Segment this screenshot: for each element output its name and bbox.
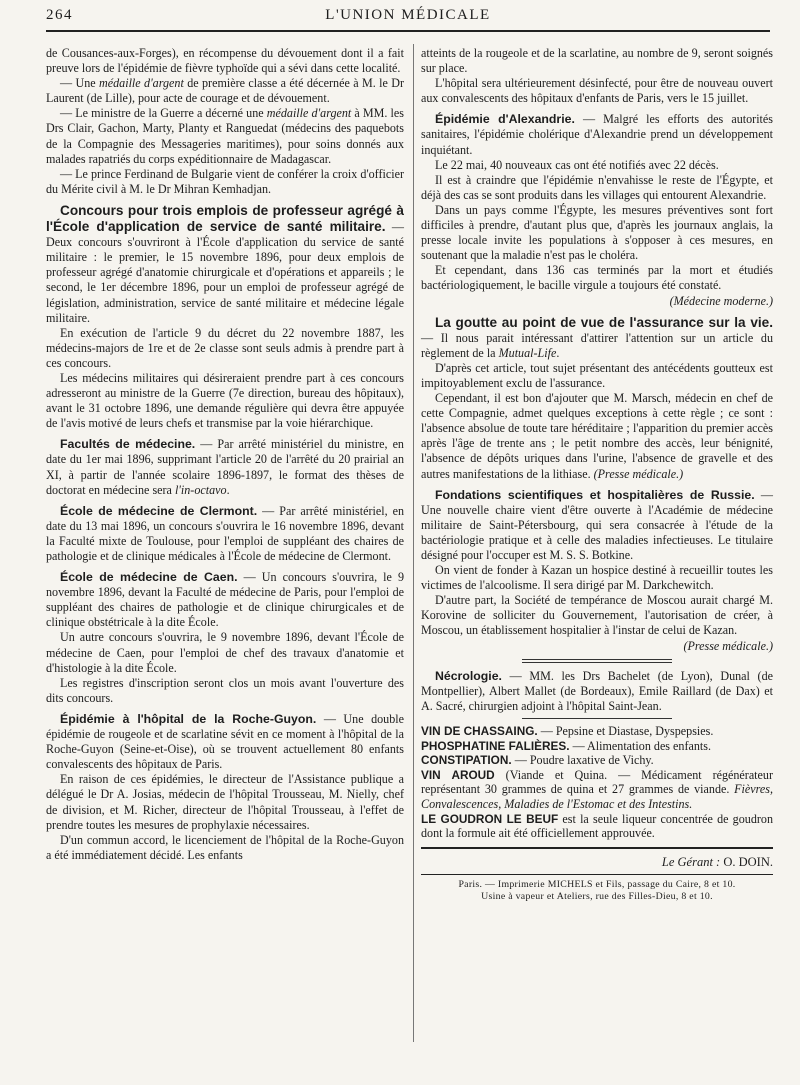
source-citation: (Presse médicale.) [683, 638, 773, 653]
paragraph: — Une médaille d'argent de première classe a été décernée à M. le Dr Laurent (de Lille), pour acte de courage et de dévouement. [46, 76, 404, 106]
ad-line: VIN DE CHASSAING. — Pepsine et Diastase, Dyspepsies. [421, 723, 714, 738]
page-number: 264 [46, 7, 73, 23]
paragraph: On vient de fonder à Kazan un hospice destiné à recueillir toutes les victimes de l'alcoolisme. Il sera dirigé par M. Darkchewitch. [421, 563, 773, 593]
source-citation: (Presse médicale.) [593, 466, 684, 481]
printer-imprint: Paris. — Imprimerie MICHELS et Fils, passage du Caire, 8 et 10. Usine à vapeur et Ateliers, rue des Filles-Dieu, 8 et 10. [458, 878, 736, 903]
gerant-signature: Le Gérant : O. DOIN. [661, 854, 773, 869]
paragraph: — Le prince Ferdinand de Bulgarie vient de conférer la croix d'officier du Mérite civil à M. le Dr Mihran Kemhadjan. [46, 166, 404, 196]
right-column [421, 46, 773, 904]
paragraph: D'après cet article, tout sujet présentant des antécédents goutteux est impitoyablement exclu de l'assurance. [421, 360, 773, 390]
paragraph: Un autre concours s'ouvrira, le 9 novembre 1896, devant l'École de médecine de Caen, pour l'emploi de chef des travaux d'anatomie et d'histologie à la dite École. [46, 630, 404, 675]
section-roche-guyon [46, 712, 404, 863]
header-rule [46, 30, 770, 32]
section-title: Épidémie à l'hôpital de la Roche-Guyon. [60, 711, 317, 726]
section-title: Fondations scientifiques et hospitalières de Russie. [435, 487, 755, 502]
section-necrologie [421, 669, 773, 714]
section-fondations [421, 488, 773, 654]
paragraph: Nécrologie. — MM. les Drs Bachelet (de Lyon), Dunal (de Montpellier), Albert Mallet (de Bordeaux), Emile Raillard (de Dax) et A. Sacré, chirurgien adjoint à l'hôpital Saint-Jean. [421, 668, 773, 713]
section-title: École de médecine de Clermont. [60, 503, 258, 518]
paragraph: D'un commun accord, le licenciement de l'hôpital de la Roche-Guyon a été immédiatement décidé. Les enfants [46, 832, 404, 862]
paragraph: Épidémie à l'hôpital de la Roche-Guyon. — Une double épidémie de rougeole et de scarlatine sévit en ce moment à l'hôpital de la Roche-Guyon (Seine-et-Oise), où se trouvent actuellement 80 enfants convalescents des hôpitaux de Paris. [46, 711, 404, 772]
paragraph: Fondations scientifiques et hospitalières de Russie. — Une nouvelle chaire vient d'être ouverte à l'Académie de médecine militaire de Saint-Pétersbourg, qui sera consacrée à l'étude de la bactériologie pratique et à celle des maladies infectieuses. Le titulaire désigné pour l'occuper est M. S. S. Botkine. [421, 487, 773, 562]
running-header [46, 4, 770, 26]
paragraph: atteints de la rougeole et de la scarlatine, au nombre de 9, seront soignés sur place. [421, 46, 773, 76]
section-title: Concours pour trois emplois de professeur agrégé à l'École d'application de service de santé militaire. [46, 202, 404, 235]
paragraph: Le 22 mai, 40 nouveaux cas ont été notifiés avec 22 décès. [435, 157, 719, 172]
paragraph: — Le ministre de la Guerre a décerné une médaille d'argent à MM. les Drs Clair, Gachon, Marty, Planty et Ranguedat (médecins des paquebots de la Compagnie des Messageries maritimes), pour soins donnés aux malades rapatriés du corps expéditionnaire de Madagascar. [46, 106, 404, 166]
advertisements [421, 724, 773, 841]
section-title: Nécrologie. [435, 668, 502, 683]
section-title: La goutte au point de vue de l'assurance sur la vie. [435, 314, 773, 330]
running-title: L'UNION MÉDICALE [325, 7, 491, 23]
paragraph: La goutte au point de vue de l'assurance sur la vie. — Il nous parait intéressant d'attirer l'attention sur un article du règlement de la Mutual-Life. [421, 314, 773, 360]
ad-line: VIN AROUD (Viande et Quina. — Médicament régénérateur représentant 30 grammes de quina et 27 grammes de viande. Fièvres, Convalescences, Maladies de l'Estomac et des Intestins. [421, 767, 773, 811]
ad-line: CONSTIPATION. — Poudre laxative de Vichy. [421, 753, 654, 768]
section-title: Épidémie d'Alexandrie. [435, 112, 575, 127]
paragraph: École de médecine de Clermont. — Par arrêté ministériel, en date du 13 mai 1896, un concours s'ouvrira le 16 novembre 1896, devant la Faculté mixte de Toulouse, pour l'emploi de suppléant des chaires de pathologie et de clinique médicales à l'École de médecine de Clermont. [46, 503, 404, 563]
ad-line: PHOSPHATINE FALIÈRES. — Alimentation des enfants. [421, 738, 711, 753]
section-divider [522, 659, 672, 663]
paragraph: Dans un pays comme l'Égypte, les mesures préventives sont fort difficiles à prendre, d'autant plus que, d'après les journaux anglais, la presse locale invite les populations à s'opposer à ces mesures, en soutenant que la maladie n'est pas le choléra. [421, 202, 773, 263]
section-clermont [46, 504, 404, 564]
paragraph: En exécution de l'article 9 du décret du 22 novembre 1887, les médecins-majors de 1re et de 2e classe sont seuls admis à prendre part à ces concours. [46, 325, 404, 370]
section-concours [46, 203, 404, 431]
paragraph: Épidémie d'Alexandrie. — Malgré les efforts des autorités sanitaires, l'épidémie cholérique d'Alexandrie prend un développement inquiétant. [421, 112, 773, 157]
left-column [46, 46, 404, 863]
column-divider [413, 44, 414, 1042]
section-facultes [46, 437, 404, 497]
paragraph: Cependant, il est bon d'ajouter que M. Marsch, médecin en chef de cette Compagnie, admet quelques exceptions à cette règle ; ce sont : l'absence absolue de toute tare héréditaire ; l'apparition du premier accès après l'âge de trente ans ; le petit nombre des accès, leur bénignité, l'absence de dépôts uriques dans l'urine, l'absence de gravelle et des autres manifestations de la lithiase. (Presse médicale.) [421, 391, 773, 481]
ad-line: LE GOUDRON LE BEUF est la seule liqueur concentrée de goudron dont la formule ait été officiellement approuvée. [421, 811, 773, 841]
footer-rule [421, 847, 773, 849]
paragraph: de Cousances-aux-Forges), en récompense du dévouement dont il a fait preuve lors de l'épidémie de fièvre typhoïde qui a sévi dans cette localité. [46, 46, 404, 76]
paragraph: Et cependant, dans 136 cas terminés par la mort et étudiés bactériologiquement, le bacille virgule a toujours été constaté. (Médecine moderne.) [421, 263, 773, 308]
paragraph: D'autre part, la Société de tempérance de Moscou aurait chargé M. Korovine de solliciter du Gouvernement, l'autorisation de créer, à Moscou, un établissement hospitalier à l'instar de celui de Kazan. (Presse médicale.) [421, 593, 773, 653]
paragraph: Concours pour trois emplois de professeur agrégé à l'École d'application de service de santé militaire. — Deux concours s'ouvriront à l'École d'application du service de santé militaire : le premier, le 15 novembre 1896, pour deux emplois de professeur agrégé d'anatomie chirurgicale et d'opérations et appareils ; le second, le 1er décembre 1896, pour un emploi de professeur agrégé de législation, administration, service de santé militaire et médecine légale militaire. [46, 202, 404, 325]
paragraph: Les registres d'inscription seront clos un mois avant l'ouverture des dits concours. [46, 675, 404, 705]
paragraph: École de médecine de Caen. — Un concours s'ouvrira, le 9 novembre 1896, devant la Faculté de médecine de Paris, pour l'emploi de suppléant des chaires de pathologie et de clinique chirurgicales et de clinique obstétricale à la dite École. [46, 570, 405, 630]
paragraph: Facultés de médecine. — Par arrêté ministériel du ministre, en date du 1er mai 1896, supprimant l'article 20 de l'arrêté du 20 prairial an XI, à partir de l'année scolaire 1896-1897, le format des thèses de doctorat en médecine sera l'in-octavo. [46, 437, 404, 497]
section-alexandrie [421, 112, 773, 308]
section-goutte [421, 315, 773, 482]
section-title: Facultés de médecine. [60, 437, 196, 452]
paragraph: En raison de ces épidémies, le directeur de l'Assistance publique a délégué le Dr A. Josias, médecin de l'hôpital Trousseau, M. Nielly, chef de division, et M. Richer, directeur de l'hôpital Trousseau, à l'effet de prendre toutes les mesures de prophylaxie nécessaires. [46, 772, 404, 832]
paragraph: Les médecins militaires qui désireraient prendre part à ces concours adresseront au ministre de la Guerre (7e direction, bureau des hôpitaux), avant le 31 octobre 1896, une demande régulière qui devra être appuyée de l'avis motivé de leurs chefs et transmise par la voie hiérarchique. [46, 370, 404, 431]
source-citation: (Médecine moderne.) [669, 293, 773, 308]
paragraph: L'hôpital sera ultérieurement désinfecté, pour être de nouveau ouvert aux convalescents des hôpitaux d'enfants de Paris, vers le 15 juillet. [421, 76, 773, 106]
paragraph: Il est à craindre que l'épidémie n'envahisse le reste de l'Égypte, et déjà des cas se sont produits dans les villages qui entourent Alexandrie. [421, 172, 773, 202]
section-title: École de médecine de Caen. [60, 570, 238, 585]
section-divider [522, 718, 672, 719]
footer-rule [421, 874, 773, 875]
section-caen [46, 570, 404, 706]
